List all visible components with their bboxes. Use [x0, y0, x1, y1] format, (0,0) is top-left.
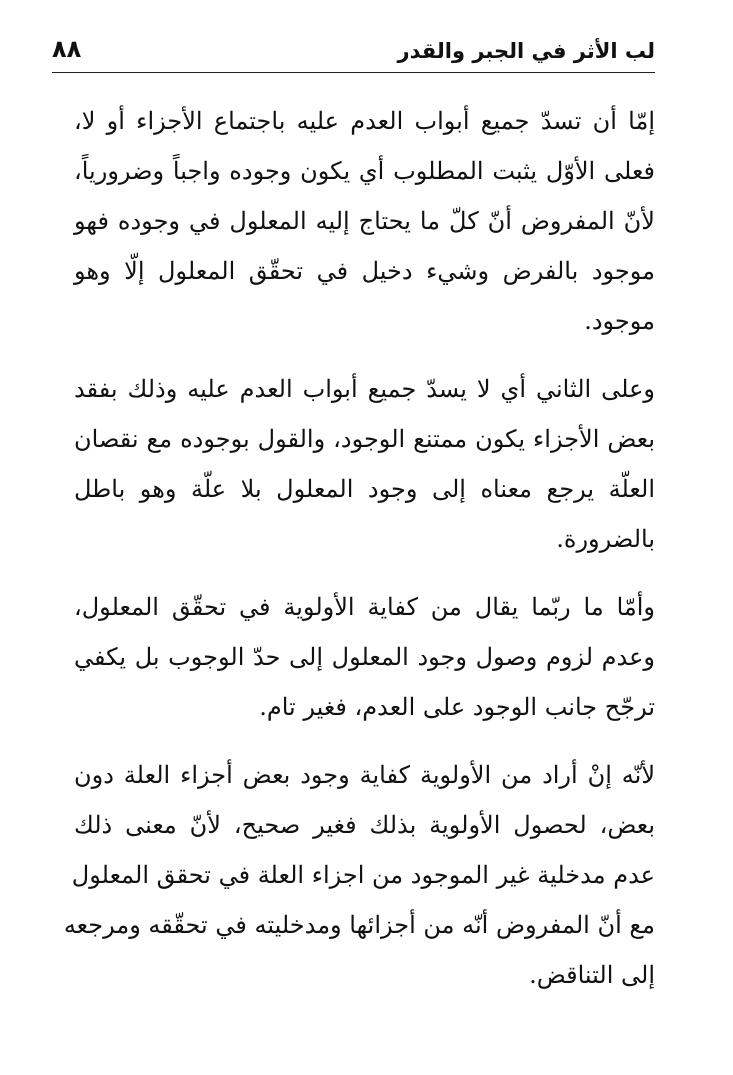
- text-line: موجود.: [584, 307, 655, 335]
- text-line: بعض، لحصول الأولوية بذلك فغير صحيح، لأنّ معنى ذلك: [74, 811, 655, 839]
- text-line: إلى التناقض.: [529, 961, 655, 989]
- text-line: وعلى الثاني أي لا يسدّ جميع أبواب العدم عليه وذلك بفقد: [74, 375, 655, 403]
- paragraph-2: [74, 364, 655, 564]
- text-line: لأنّه إنْ أراد من الأولوية كفاية وجود بعض أجزاء العلة دون: [74, 761, 655, 789]
- paragraph-4: [63, 750, 655, 1000]
- running-header: [52, 30, 655, 73]
- text-line: مع أنّ المفروض أنّه من أجزائها ومدخليته في تحقّقه ومرجعه: [63, 911, 655, 939]
- paragraph-3: [74, 582, 655, 732]
- text-line: وأمّا ما ربّما يقال من كفاية الأولوية في تحقّق المعلول،: [74, 593, 655, 621]
- text-line: موجود بالفرض وشيء دخيل في تحقّق المعلول إلّا وهو: [74, 257, 655, 285]
- body-text: [63, 96, 655, 1018]
- text-line: عدم مدخلية غير الموجود من اجزاء العلة في تحقق المعلول: [71, 861, 655, 889]
- text-line: فعلى الأوّل يثبت المطلوب أي يكون وجوده واجباً وضرورياً،: [74, 157, 655, 185]
- book-title: لب الأثر في الجبر والقدر: [397, 39, 655, 63]
- text-line: لأنّ المفروض أنّ كلّ ما يحتاج إليه المعلول في وجوده فهو: [74, 207, 655, 235]
- text-line: بالضرورة.: [556, 525, 655, 553]
- paragraph-1: [74, 96, 655, 346]
- text-line: العلّة يرجع معناه إلى وجود المعلول بلا علّة وهو باطل: [74, 475, 655, 503]
- page-number: ٨٨: [52, 35, 82, 63]
- text-line: بعض الأجزاء يكون ممتنع الوجود، والقول بوجوده مع نقصان: [74, 425, 655, 453]
- text-line: ترجّح جانب الوجود على العدم، فغير تام.: [259, 693, 655, 721]
- text-line: وعدم لزوم وصول وجود المعلول إلى حدّ الوجوب بل يكفي: [74, 643, 655, 671]
- text-line: إمّا أن تسدّ جميع أبواب العدم عليه باجتماع الأجزاء أو لا،: [74, 107, 655, 135]
